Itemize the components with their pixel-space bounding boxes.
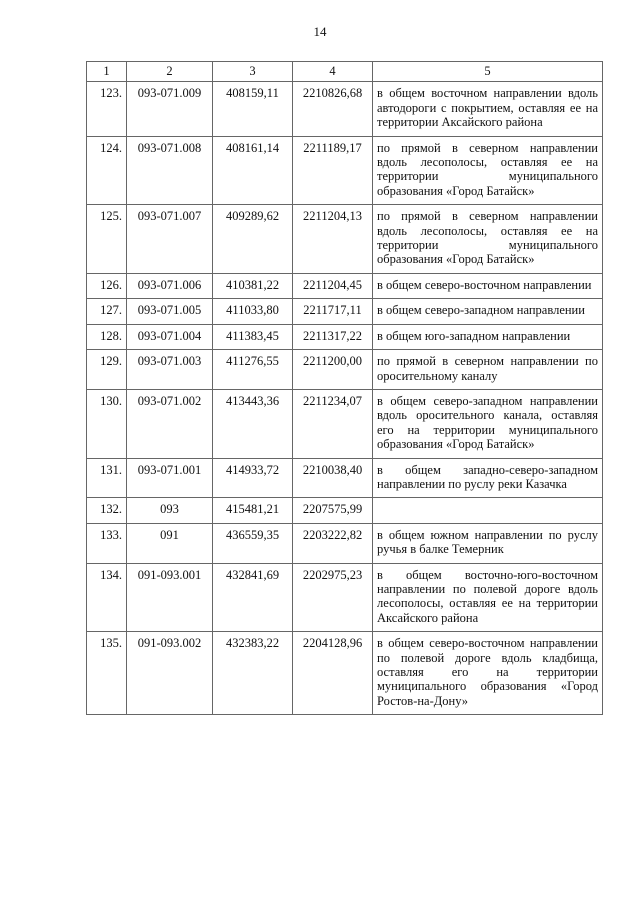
point-code-cell: 091-093.001 xyxy=(127,563,213,632)
boundary-description-cell: в общем южном направлении по руслу ручья в балке Темерник xyxy=(373,523,603,563)
x-coordinate-cell: 413443,36 xyxy=(213,389,293,458)
x-coordinate-cell: 409289,62 xyxy=(213,205,293,274)
point-code-cell: 093-071.002 xyxy=(127,389,213,458)
point-code-cell: 093 xyxy=(127,498,213,523)
table-row xyxy=(87,299,603,324)
row-number-cell: 125. xyxy=(87,205,127,274)
boundary-description-cell: в общем северо-восточном направлении xyxy=(373,273,603,298)
x-coordinate-cell: 436559,35 xyxy=(213,523,293,563)
y-coordinate-cell: 2202975,23 xyxy=(293,563,373,632)
boundary-description-cell: в общем северо-восточном направлении по полевой дороге вдоль кладбища, оставляя его на территории муниципального образования «Город Ростов-на-Дону» xyxy=(373,632,603,715)
boundary-description-cell xyxy=(373,498,603,523)
row-number-cell: 124. xyxy=(87,136,127,205)
table-row xyxy=(87,523,603,563)
boundary-description-cell: в общем западно-северо-западном направлении по руслу реки Казачка xyxy=(373,458,603,498)
point-code-cell: 093-071.007 xyxy=(127,205,213,274)
x-coordinate-cell: 408159,11 xyxy=(213,82,293,136)
row-number-cell: 123. xyxy=(87,82,127,136)
boundary-description-cell: по прямой в северном направлении по оросительному каналу xyxy=(373,350,603,390)
y-coordinate-cell: 2211189,17 xyxy=(293,136,373,205)
table-header-row xyxy=(87,62,603,82)
table-row xyxy=(87,136,603,205)
boundary-description-cell: по прямой в северном направлении вдоль лесополосы, оставляя ее на территории муниципального образования «Город Батайск» xyxy=(373,136,603,205)
y-coordinate-cell: 2211717,11 xyxy=(293,299,373,324)
table-row xyxy=(87,498,603,523)
row-number-cell: 135. xyxy=(87,632,127,715)
boundary-description-cell: по прямой в северном направлении вдоль лесополосы, оставляя ее на территории муниципального образования «Город Батайск» xyxy=(373,205,603,274)
page-number: 14 xyxy=(313,24,327,39)
boundary-description-cell: в общем восточном направлении вдоль автодороги с покрытием, оставляя ее на территории Аксайского района xyxy=(373,82,603,136)
x-coordinate-cell: 432841,69 xyxy=(213,563,293,632)
boundary-description-cell: в общем северо-западном направлении вдоль оросительного канала, оставляя его на территории муниципального образования «Город Батайск» xyxy=(373,389,603,458)
y-coordinate-cell: 2207575,99 xyxy=(293,498,373,523)
point-code-cell: 093-071.005 xyxy=(127,299,213,324)
table-row xyxy=(87,205,603,274)
point-code-cell: 093-071.004 xyxy=(127,324,213,349)
column-header: 5 xyxy=(373,62,603,82)
x-coordinate-cell: 408161,14 xyxy=(213,136,293,205)
y-coordinate-cell: 2211234,07 xyxy=(293,389,373,458)
y-coordinate-cell: 2210038,40 xyxy=(293,458,373,498)
column-header: 1 xyxy=(87,62,127,82)
boundary-coordinates-table xyxy=(86,61,603,715)
x-coordinate-cell: 411033,80 xyxy=(213,299,293,324)
boundary-description-cell: в общем юго-западном направлении xyxy=(373,324,603,349)
table-row xyxy=(87,632,603,715)
x-coordinate-cell: 432383,22 xyxy=(213,632,293,715)
column-header: 2 xyxy=(127,62,213,82)
boundary-description-cell: в общем восточно-юго-восточном направлении по полевой дороге вдоль лесополосы, оставляя ее на территории Аксайского района xyxy=(373,563,603,632)
table-row xyxy=(87,563,603,632)
boundary-description-cell: в общем северо-западном направлении xyxy=(373,299,603,324)
x-coordinate-cell: 411276,55 xyxy=(213,350,293,390)
column-header: 3 xyxy=(213,62,293,82)
row-number-cell: 129. xyxy=(87,350,127,390)
y-coordinate-cell: 2210826,68 xyxy=(293,82,373,136)
point-code-cell: 091-093.002 xyxy=(127,632,213,715)
y-coordinate-cell: 2204128,96 xyxy=(293,632,373,715)
row-number-cell: 130. xyxy=(87,389,127,458)
point-code-cell: 093-071.001 xyxy=(127,458,213,498)
row-number-cell: 126. xyxy=(87,273,127,298)
x-coordinate-cell: 415481,21 xyxy=(213,498,293,523)
row-number-cell: 133. xyxy=(87,523,127,563)
table-row xyxy=(87,324,603,349)
x-coordinate-cell: 411383,45 xyxy=(213,324,293,349)
y-coordinate-cell: 2211204,13 xyxy=(293,205,373,274)
table-row xyxy=(87,350,603,390)
y-coordinate-cell: 2211200,00 xyxy=(293,350,373,390)
row-number-cell: 132. xyxy=(87,498,127,523)
y-coordinate-cell: 2211204,45 xyxy=(293,273,373,298)
y-coordinate-cell: 2203222,82 xyxy=(293,523,373,563)
row-number-cell: 134. xyxy=(87,563,127,632)
row-number-cell: 128. xyxy=(87,324,127,349)
y-coordinate-cell: 2211317,22 xyxy=(293,324,373,349)
row-number-cell: 131. xyxy=(87,458,127,498)
point-code-cell: 093-071.006 xyxy=(127,273,213,298)
point-code-cell: 091 xyxy=(127,523,213,563)
table-row xyxy=(87,82,603,136)
table-row xyxy=(87,389,603,458)
column-header: 4 xyxy=(293,62,373,82)
x-coordinate-cell: 410381,22 xyxy=(213,273,293,298)
table-row xyxy=(87,458,603,498)
table-row xyxy=(87,273,603,298)
row-number-cell: 127. xyxy=(87,299,127,324)
point-code-cell: 093-071.003 xyxy=(127,350,213,390)
point-code-cell: 093-071.009 xyxy=(127,82,213,136)
x-coordinate-cell: 414933,72 xyxy=(213,458,293,498)
point-code-cell: 093-071.008 xyxy=(127,136,213,205)
